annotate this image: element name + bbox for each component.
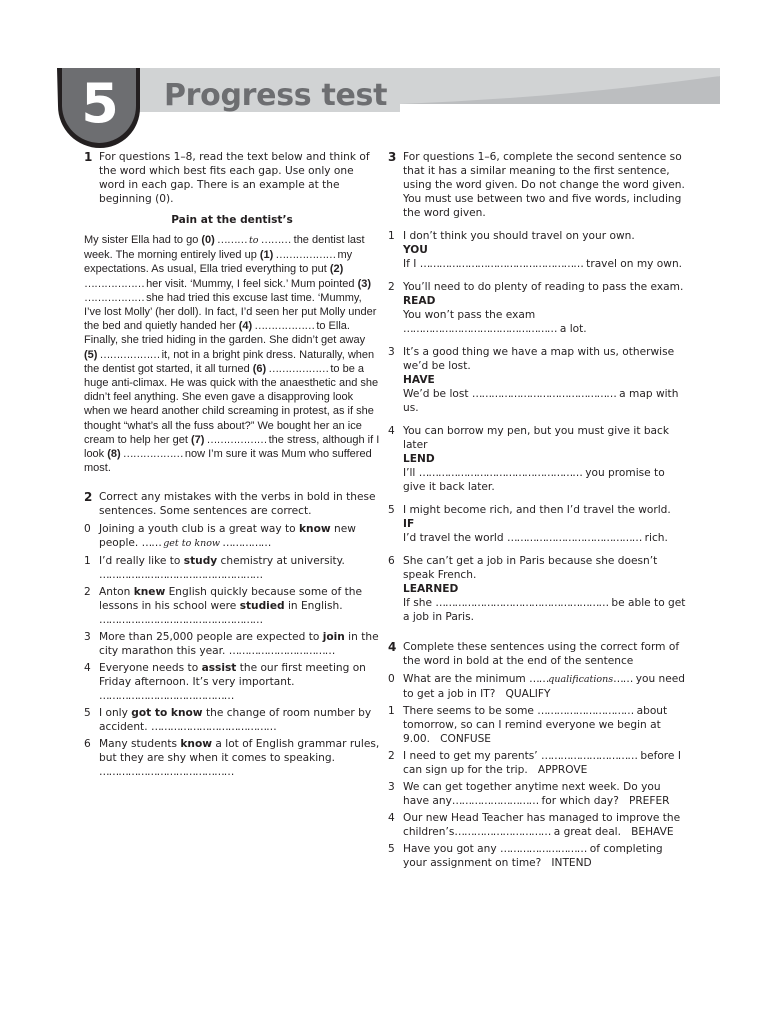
- gap-5: (5): [84, 348, 98, 361]
- answer-line[interactable]: ……………………………: [228, 645, 335, 658]
- list-item: 5 I only got to know the change of room number by accident. …………………………………: [84, 707, 372, 734]
- example-answer: get to know: [163, 538, 221, 550]
- story-text: My sister Ella had to go (0) ……… to ……… the dentist last week. The morning entirely lived up (1) ……………… my expectations. As usual, Ella tried everything to put (2) ……………… her visit. ‘Mummy, I feel sick.’ Mum pointed (3) ……………… she had tried this excuse last time. ‘Mummy, I’ve lost Molly’ (her doll). In fact, I’d seen her put Molly under the bed and quietly handed her (4) ……………… to Ella. Finally, she tried hiding in the garden. She didn’t get away (5) ……………… it, not in a bright pink dress. Naturally, when the dentist got started, it all turned (6) ……………… to be a huge anti-climax. He was quick with the anaesthetic and she didn’t feel anything. She even gave a disapproving look when we heard another child screaming in protest, as if she thought “what’s all the fuss about?” We bought her an ice cream to help her get (7) ……………… the stress, although if I look (8) ……………… now I’m sure it was Mum who suffered most.: [84, 234, 380, 475]
- list-item: 1 I don’t think you should travel on your own. YOU If I …………………………………………… travel on my own.: [388, 229, 688, 271]
- list-item: 5 I might become rich, and then I’d travel the world. IF I’d travel the world …………………………………… rich.: [388, 503, 688, 545]
- list-item: 6 Many students know a lot of English grammar rules, but they are shy when it comes to speaking. ……………………………………: [84, 738, 380, 779]
- page-title: Progress test: [164, 78, 388, 113]
- gap-0-answer: to: [248, 235, 259, 246]
- exercise-4-header: [388, 640, 688, 668]
- exercise-2-items: [84, 522, 380, 779]
- exercise-4-items: [388, 672, 688, 870]
- exercise-instruction: Complete these sentences using the correct form of the word in bold at the end of the sentence: [403, 641, 680, 667]
- gap-2: (2): [329, 263, 344, 276]
- answer-line[interactable]: ……………………………………: [99, 766, 234, 779]
- gap-1: (1): [259, 249, 274, 262]
- key-word: PREFER: [628, 795, 670, 807]
- answer-line[interactable]: ………………………………………: [471, 388, 616, 400]
- answer-line[interactable]: ………………………: [451, 795, 539, 807]
- answer-line[interactable]: ……………………………………………: [418, 467, 582, 479]
- exercise-number: 3: [388, 150, 397, 164]
- exercise-number: 2: [84, 490, 93, 505]
- list-item: 1 There seems to be some ………………………… about tomorrow, so can I remind everyone we begin at 9.00. CONFUSE: [388, 705, 668, 745]
- answer-line[interactable]: ………………………………………………: [435, 597, 609, 609]
- list-item: 4 You can borrow my pen, but you must give it back later LEND I’ll …………………………………………… you promise to give it back later.: [388, 424, 688, 494]
- page-header: [0, 0, 768, 150]
- unit-number: 5: [81, 72, 119, 135]
- answer-line[interactable]: ……………………………………………: [99, 569, 263, 582]
- answer-line[interactable]: …………………………………: [150, 721, 276, 734]
- story-title: Pain at the dentist’s: [171, 214, 293, 226]
- key-word: IF: [403, 518, 415, 530]
- answer-line[interactable]: …………………………: [454, 826, 551, 838]
- left-column: [84, 150, 380, 779]
- gap-8: (8): [107, 448, 121, 461]
- exercise-2: [84, 490, 380, 779]
- answer-line[interactable]: ………………………: [500, 843, 587, 855]
- key-word: READ: [403, 295, 436, 307]
- list-item: 4 Our new Head Teacher has managed to improve the children’s………………………… a great deal. BEHAVE: [388, 812, 681, 838]
- answer-line[interactable]: ……………………………………………: [419, 258, 583, 270]
- list-item: 2 I need to get my parents’ ………………………… before I can sign up for the trip. APPROVE: [388, 750, 681, 776]
- list-item: 5 Have you got any ……………………… of completing your assignment on time? INTEND: [388, 843, 663, 869]
- list-item: 2 You’ll need to do plenty of reading to pass the exam. READ You won’t pass the exam ………………………………………… a lot.: [388, 280, 688, 336]
- key-word: HAVE: [403, 374, 435, 386]
- key-word: CONFUSE: [440, 733, 492, 745]
- exercise-instruction: For questions 1–6, complete the second sentence so that it has a similar meaning to the first sentence, using the word given. Do not change the word given. You must use between two and five words, including the word given.: [403, 151, 685, 219]
- gap-4: (4): [238, 320, 253, 333]
- key-word: APPROVE: [537, 764, 588, 776]
- list-item: 4 Everyone needs to assist the our first meeting on Friday afternoon. It’s very important. ……………………………………: [84, 662, 366, 703]
- exercise-4: [388, 640, 688, 870]
- key-word: INTEND: [551, 857, 592, 869]
- gap-6: (6): [252, 362, 267, 375]
- key-word: YOU: [403, 244, 428, 256]
- exercise-1-header: [84, 150, 380, 206]
- answer-line[interactable]: …………………………: [541, 750, 637, 762]
- key-word: QUALIFY: [505, 688, 551, 700]
- list-item: 3 We can get together anytime next week. Do you have any……………………… for which day? PREFER: [388, 781, 670, 807]
- gap-3: (3): [357, 277, 372, 290]
- answer-line[interactable]: ……………………………………: [506, 532, 642, 544]
- list-item: 2 Anton knew English quickly because some of the lessons in his school were studied in English. ……………………………………………: [84, 586, 363, 627]
- answer-line[interactable]: ……………………………………………: [99, 614, 263, 627]
- key-word: BEHAVE: [631, 826, 674, 838]
- list-item: 6 She can’t get a job in Paris because she doesn’t speak French. LEARNED If she ……………………………………………… be able to get a job in Paris.: [388, 554, 688, 624]
- example-answer: qualifications: [548, 674, 614, 685]
- exercise-1: [84, 150, 380, 475]
- exercise-2-header: [84, 490, 380, 518]
- key-word: LEND: [403, 453, 435, 465]
- answer-line[interactable]: …………………………………………: [403, 323, 557, 335]
- list-item: 3 More than 25,000 people are expected to join in the city marathon this year. ……………………………: [84, 631, 379, 658]
- list-item: 0 What are the minimum ……qualifications…… you need to get a job in IT? QUALIFY: [388, 673, 686, 700]
- list-item: 3 It’s a good thing we have a map with us, otherwise we’d be lost. HAVE We’d be lost ……………………………………… a map with us.: [388, 345, 688, 415]
- exercise-instruction: Correct any mistakes with the verbs in bold in these sentences. Some sentences are correct.: [99, 491, 376, 518]
- exercise-number: 4: [388, 640, 397, 654]
- gap-7: (7): [191, 433, 205, 446]
- exercise-3-items: [388, 229, 688, 624]
- answer-line[interactable]: ……………………………………: [99, 690, 234, 703]
- exercise-3: [388, 150, 688, 624]
- right-column: [388, 150, 688, 870]
- answer-line[interactable]: …………………………: [537, 705, 634, 717]
- list-item: 1 I’d really like to study chemistry at university. ……………………………………………: [84, 555, 345, 582]
- exercise-number: 1: [84, 150, 93, 164]
- list-item: 0 Joining a youth club is a great way to know new people. …… get to know ……………: [84, 523, 356, 550]
- exercise-instruction: For questions 1–8, read the text below and think of the word which best fits each gap. Use only one word in each gap. There is an example at the beginning (0).: [99, 151, 370, 205]
- gap-0: (0): [201, 234, 215, 246]
- key-word: LEARNED: [403, 583, 459, 595]
- exercise-3-header: [388, 150, 688, 220]
